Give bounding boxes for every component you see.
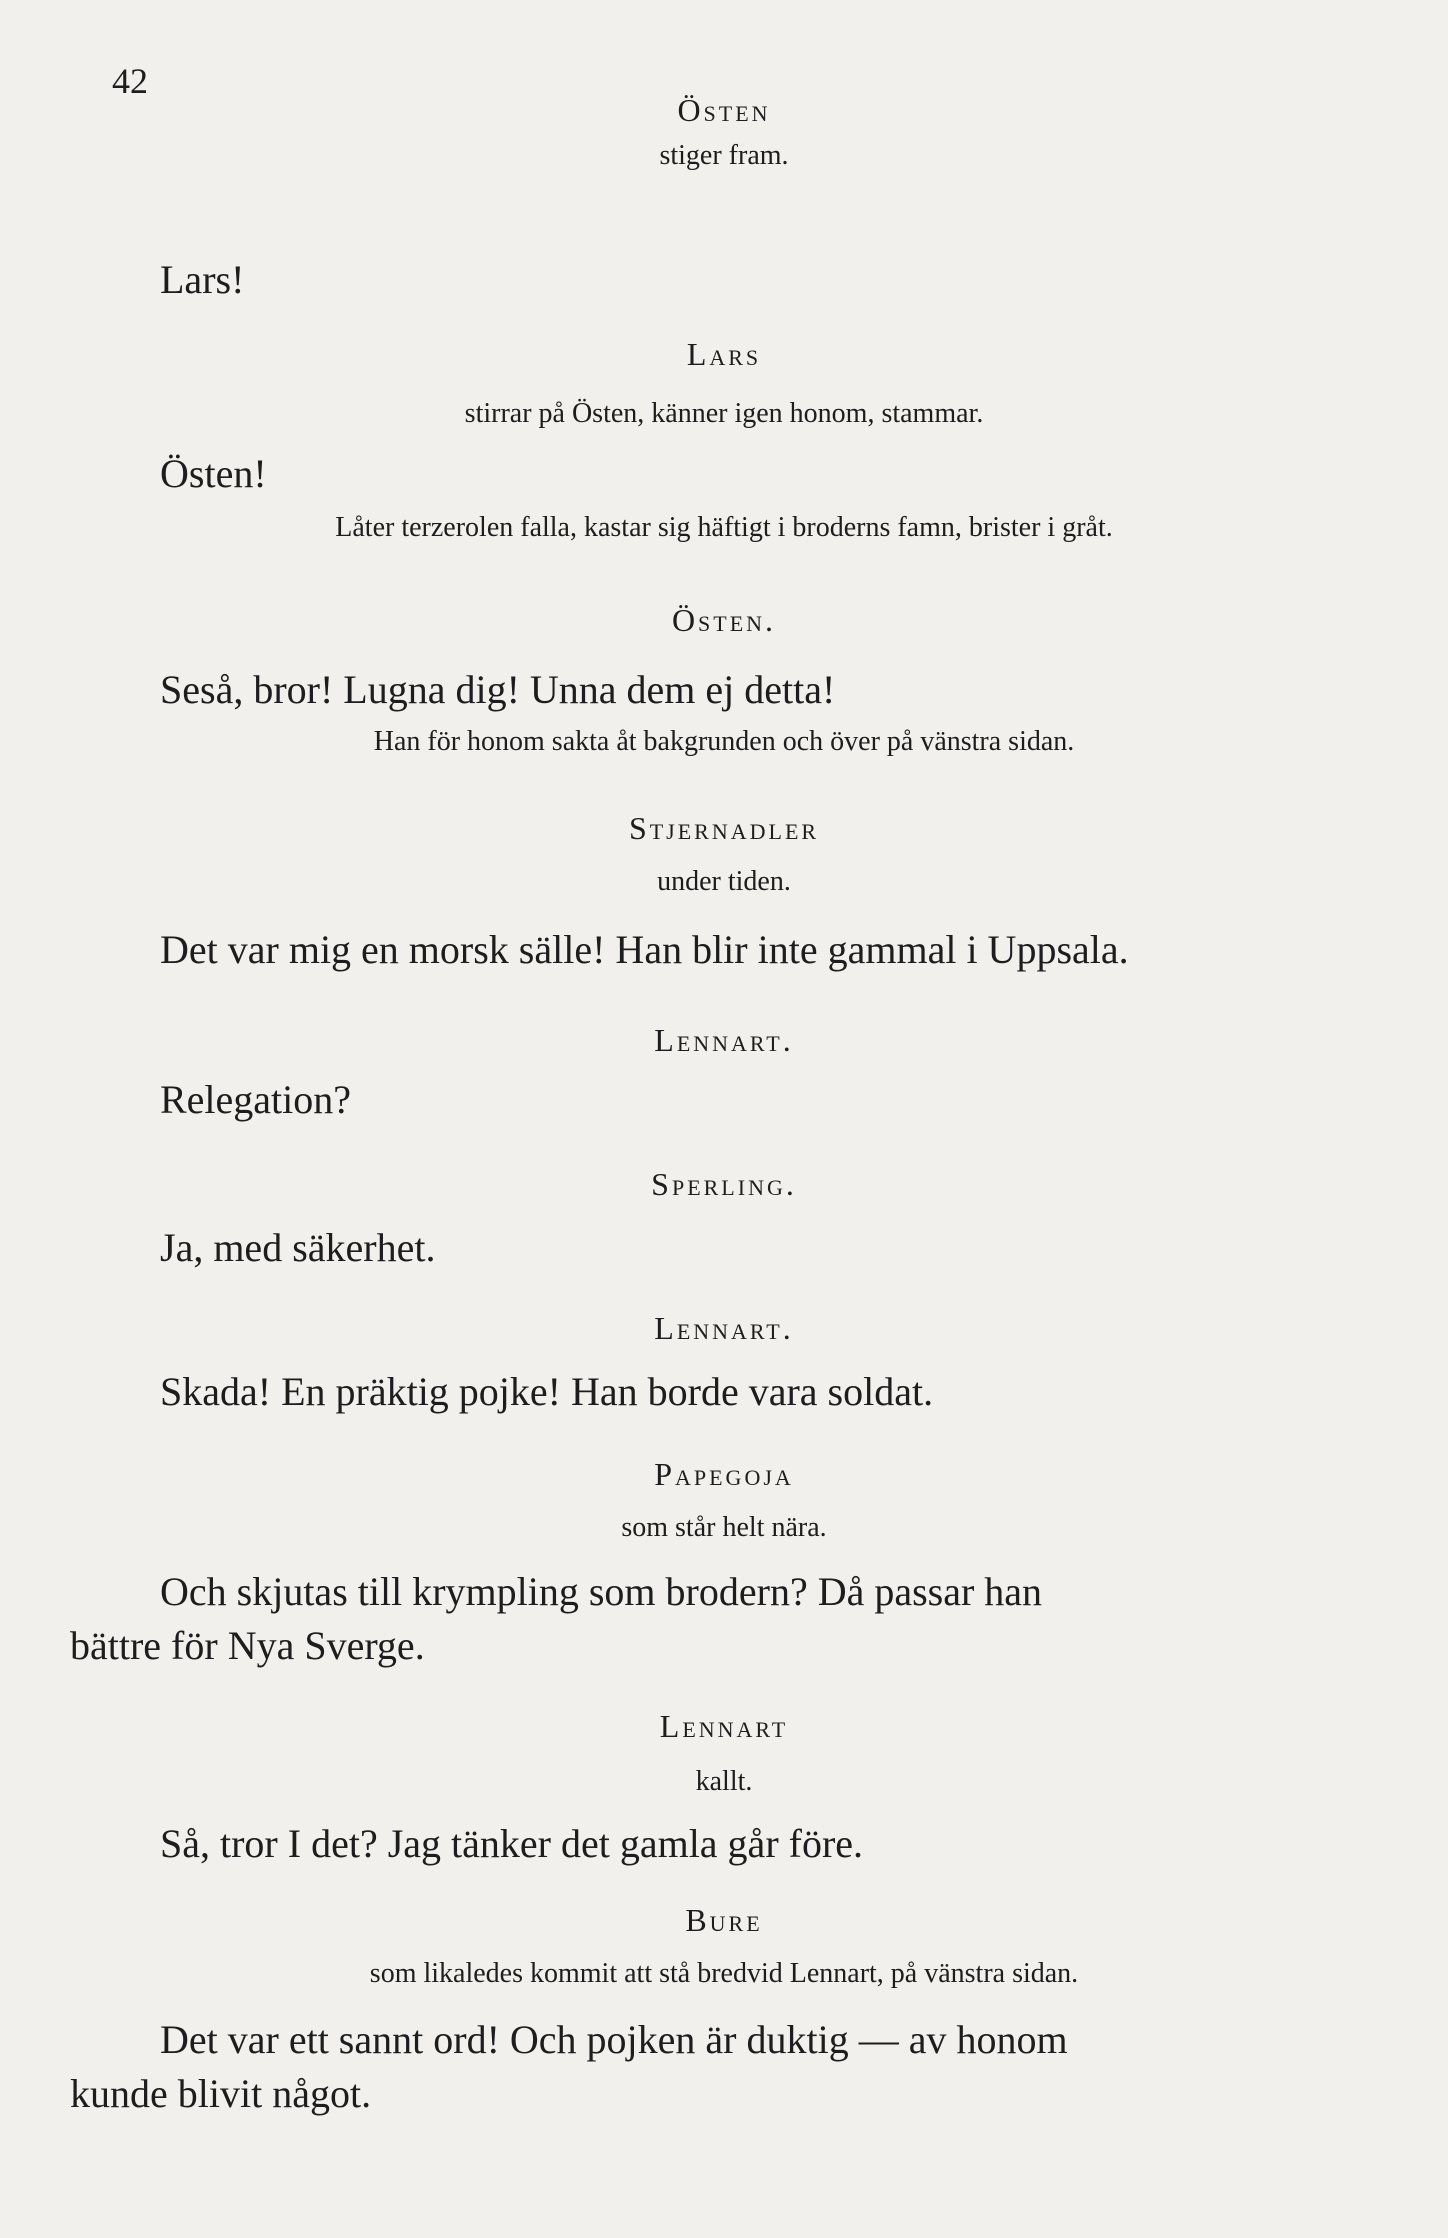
speaker-name: Stjernadler: [628, 810, 820, 846]
speaker-name: Östen.: [671, 602, 777, 638]
dialogue-line: bättre för Nya Sverge.: [70, 1623, 425, 1668]
dialogue-line: Så, tror I det? Jag tänker det gamla går före.: [160, 1821, 864, 1866]
dialogue-line: Det var mig en morsk sälle! Han blir inte gammal i Uppsala.: [160, 927, 1129, 972]
speaker-name: Lars: [686, 336, 762, 372]
dialogue-line: Relegation?: [160, 1077, 352, 1122]
speaker-name: Lennart.: [654, 1310, 794, 1346]
speaker-name: Östen: [677, 92, 771, 128]
dialogue-line: Lars!: [160, 257, 245, 302]
dialogue-line: Ja, med säkerhet.: [160, 1225, 436, 1270]
speaker-name: Lennart: [659, 1708, 789, 1744]
dialogue-line: Seså, bror! Lugna dig! Unna dem ej detta!: [160, 667, 836, 712]
dialogue-line: Östen!: [160, 451, 267, 496]
stage-direction: stirrar på Östen, känner igen honom, stammar.: [464, 398, 984, 429]
dialogue-line: kunde blivit något.: [70, 2071, 372, 2116]
stage-direction: Han för honom sakta åt bakgrunden och över på vänstra sidan.: [373, 726, 1075, 757]
dialogue-line: Skada! En präktig pojke! Han borde vara soldat.: [160, 1369, 934, 1414]
speaker-name: Bure: [685, 1902, 763, 1938]
stage-direction: som står helt nära.: [621, 1512, 827, 1543]
stage-direction: Låter terzerolen falla, kastar sig häftigt i broderns famn, brister i gråt.: [335, 512, 1113, 543]
stage-direction: kallt.: [695, 1766, 753, 1797]
speaker-name: Papegoja: [654, 1456, 794, 1492]
dialogue-line: Och skjutas till krympling som brodern? Då passar han: [160, 1569, 1043, 1614]
stage-direction: som likaledes kommit att stå bredvid Lennart, på vänstra sidan.: [369, 1958, 1079, 1989]
speaker-name: Lennart.: [654, 1022, 794, 1058]
stage-direction: under tiden.: [657, 866, 791, 897]
speaker-name: Sperling.: [651, 1166, 797, 1202]
dialogue-line: Det var ett sannt ord! Och pojken är duktig — av honom: [160, 2017, 1068, 2062]
page-number: 42: [112, 61, 148, 101]
stage-direction: stiger fram.: [659, 140, 789, 171]
